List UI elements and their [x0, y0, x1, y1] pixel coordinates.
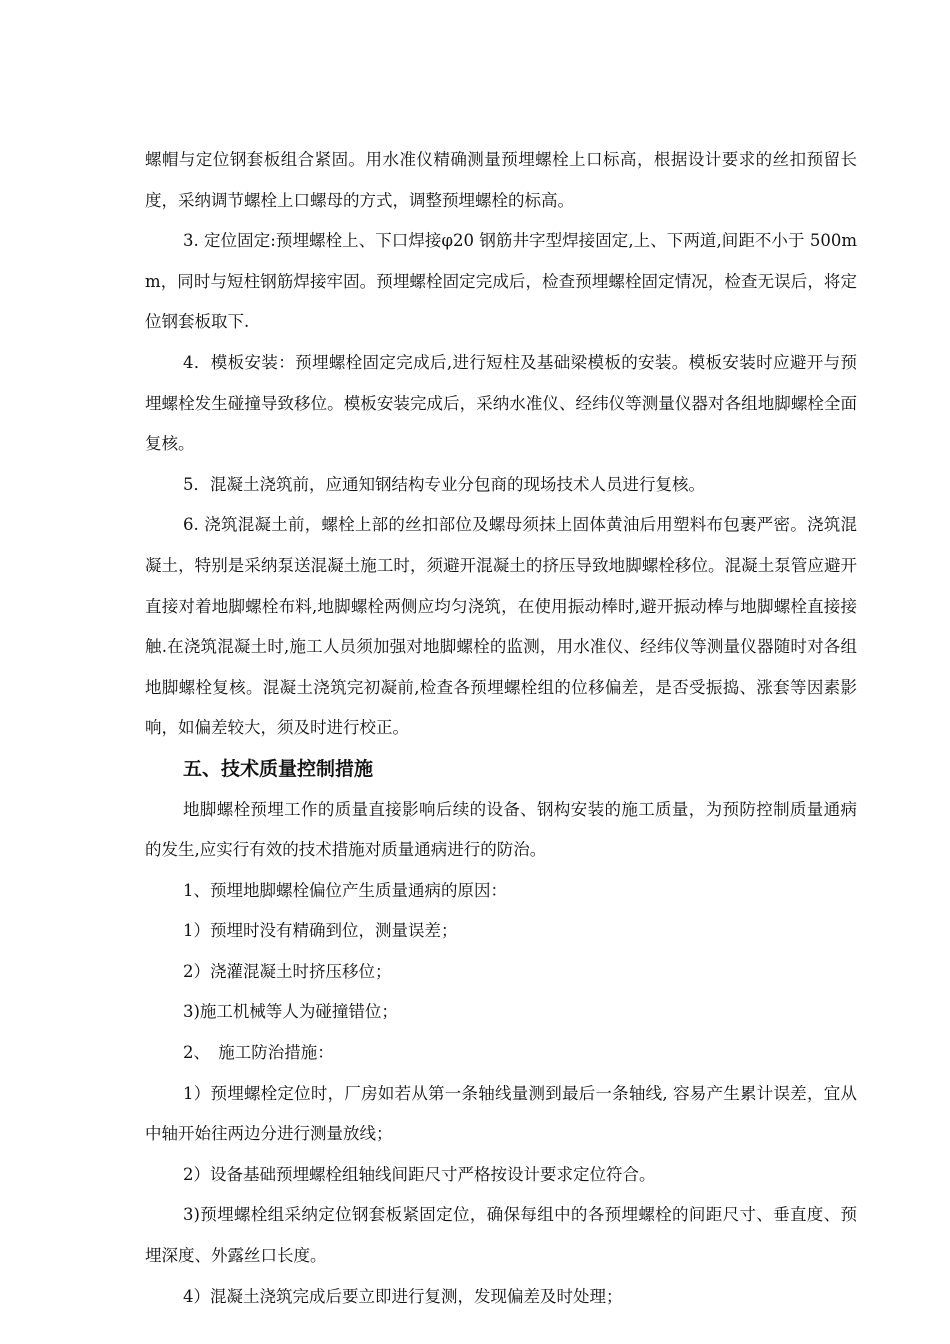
list-item: 2）设备基础预埋螺栓组轴线间距尺寸严格按设计要求定位符合。	[183, 1164, 656, 1184]
list-item: 3)预埋螺栓组采纳定位钢套板紧固定位，确保每组中的各预埋螺栓的间距尺寸、垂直度、预埋深度、外露丝口长度。	[145, 1205, 857, 1266]
section-heading: 五、技术质量控制措施	[183, 757, 374, 780]
list-item: 2）浇灌混凝土时挤压移位；	[183, 961, 392, 981]
list-item: 1）预埋螺栓定位时，厂房如若从第一条轴线量测到最后一条轴线, 容易产生累计误差，宜从中轴开始往两边分进行测量放线；	[145, 1083, 857, 1144]
paragraph: 5．混凝土浇筑前，应通知钢结构专业分包商的现场技术人员进行复核。	[183, 474, 705, 494]
paragraph: 螺帽与定位钢套板组合紧固。用水准仪精确测量预埋螺栓上口标高，根据设计要求的丝扣预留长度，采纳调节螺栓上口螺母的方式，调整预埋螺栓的标高。	[145, 150, 857, 210]
document-page	[145, 140, 857, 1317]
paragraph: 3. 定位固定:预埋螺栓上、下口焊接φ20 钢筋井字型焊接固定,上、下两道,间距不小于 500mm，同时与短柱钢筋焊接牢固。预埋螺栓固定完成后，检查预埋螺栓固定情况，检查无误后，将定位钢套板取下.	[145, 231, 857, 332]
list-item: 4）混凝土浇筑完成后要立即进行复测，发现偏差及时处理；	[183, 1286, 623, 1306]
paragraph: 地脚螺栓预埋工作的质量直接影响后续的设备、钢构安装的施工质量，为预防控制质量通病的发生,应实行有效的技术措施对质量通病进行的防治。	[145, 799, 857, 860]
list-item: 2、 施工防治措施：	[183, 1043, 334, 1063]
list-item: 3)施工机械等人为碰撞错位；	[183, 1002, 398, 1022]
paragraph: 4．模板安装：预埋螺栓固定完成后,进行短柱及基础梁模板的安装。模板安装时应避开与预埋螺栓发生碰撞导致移位。模板安装完成后，采纳水准仪、经纬仪等测量仪器对各组地脚螺栓全面复核。	[145, 352, 857, 454]
paragraph: 6. 浇筑混凝土前，螺栓上部的丝扣部位及螺母须抹上固体黄油后用塑料布包裹严密。浇筑混凝土，特别是采纳泵送混凝土施工时，须避开混凝土的挤压导致地脚螺栓移位。混凝土泵管应避开直接对着地脚螺栓布料,地脚螺栓两侧应均匀浇筑，在使用振动棒时,避开振动棒与地脚螺栓直接接触.在浇筑混凝土时,施工人员须加强对地脚螺栓的监测，用水准仪、经纬仪等测量仪器随时对各组地脚螺栓复核。混凝土浇筑完初凝前,检查各预埋螺栓组的位移偏差，是否受振捣、涨套等因素影响，如偏差较大，须及时进行校正。	[145, 515, 857, 738]
list-item: 1）预埋时没有精确到位，测量误差；	[183, 921, 458, 941]
list-item: 1、预埋地脚螺栓偏位产生质量通病的原因：	[183, 880, 507, 900]
